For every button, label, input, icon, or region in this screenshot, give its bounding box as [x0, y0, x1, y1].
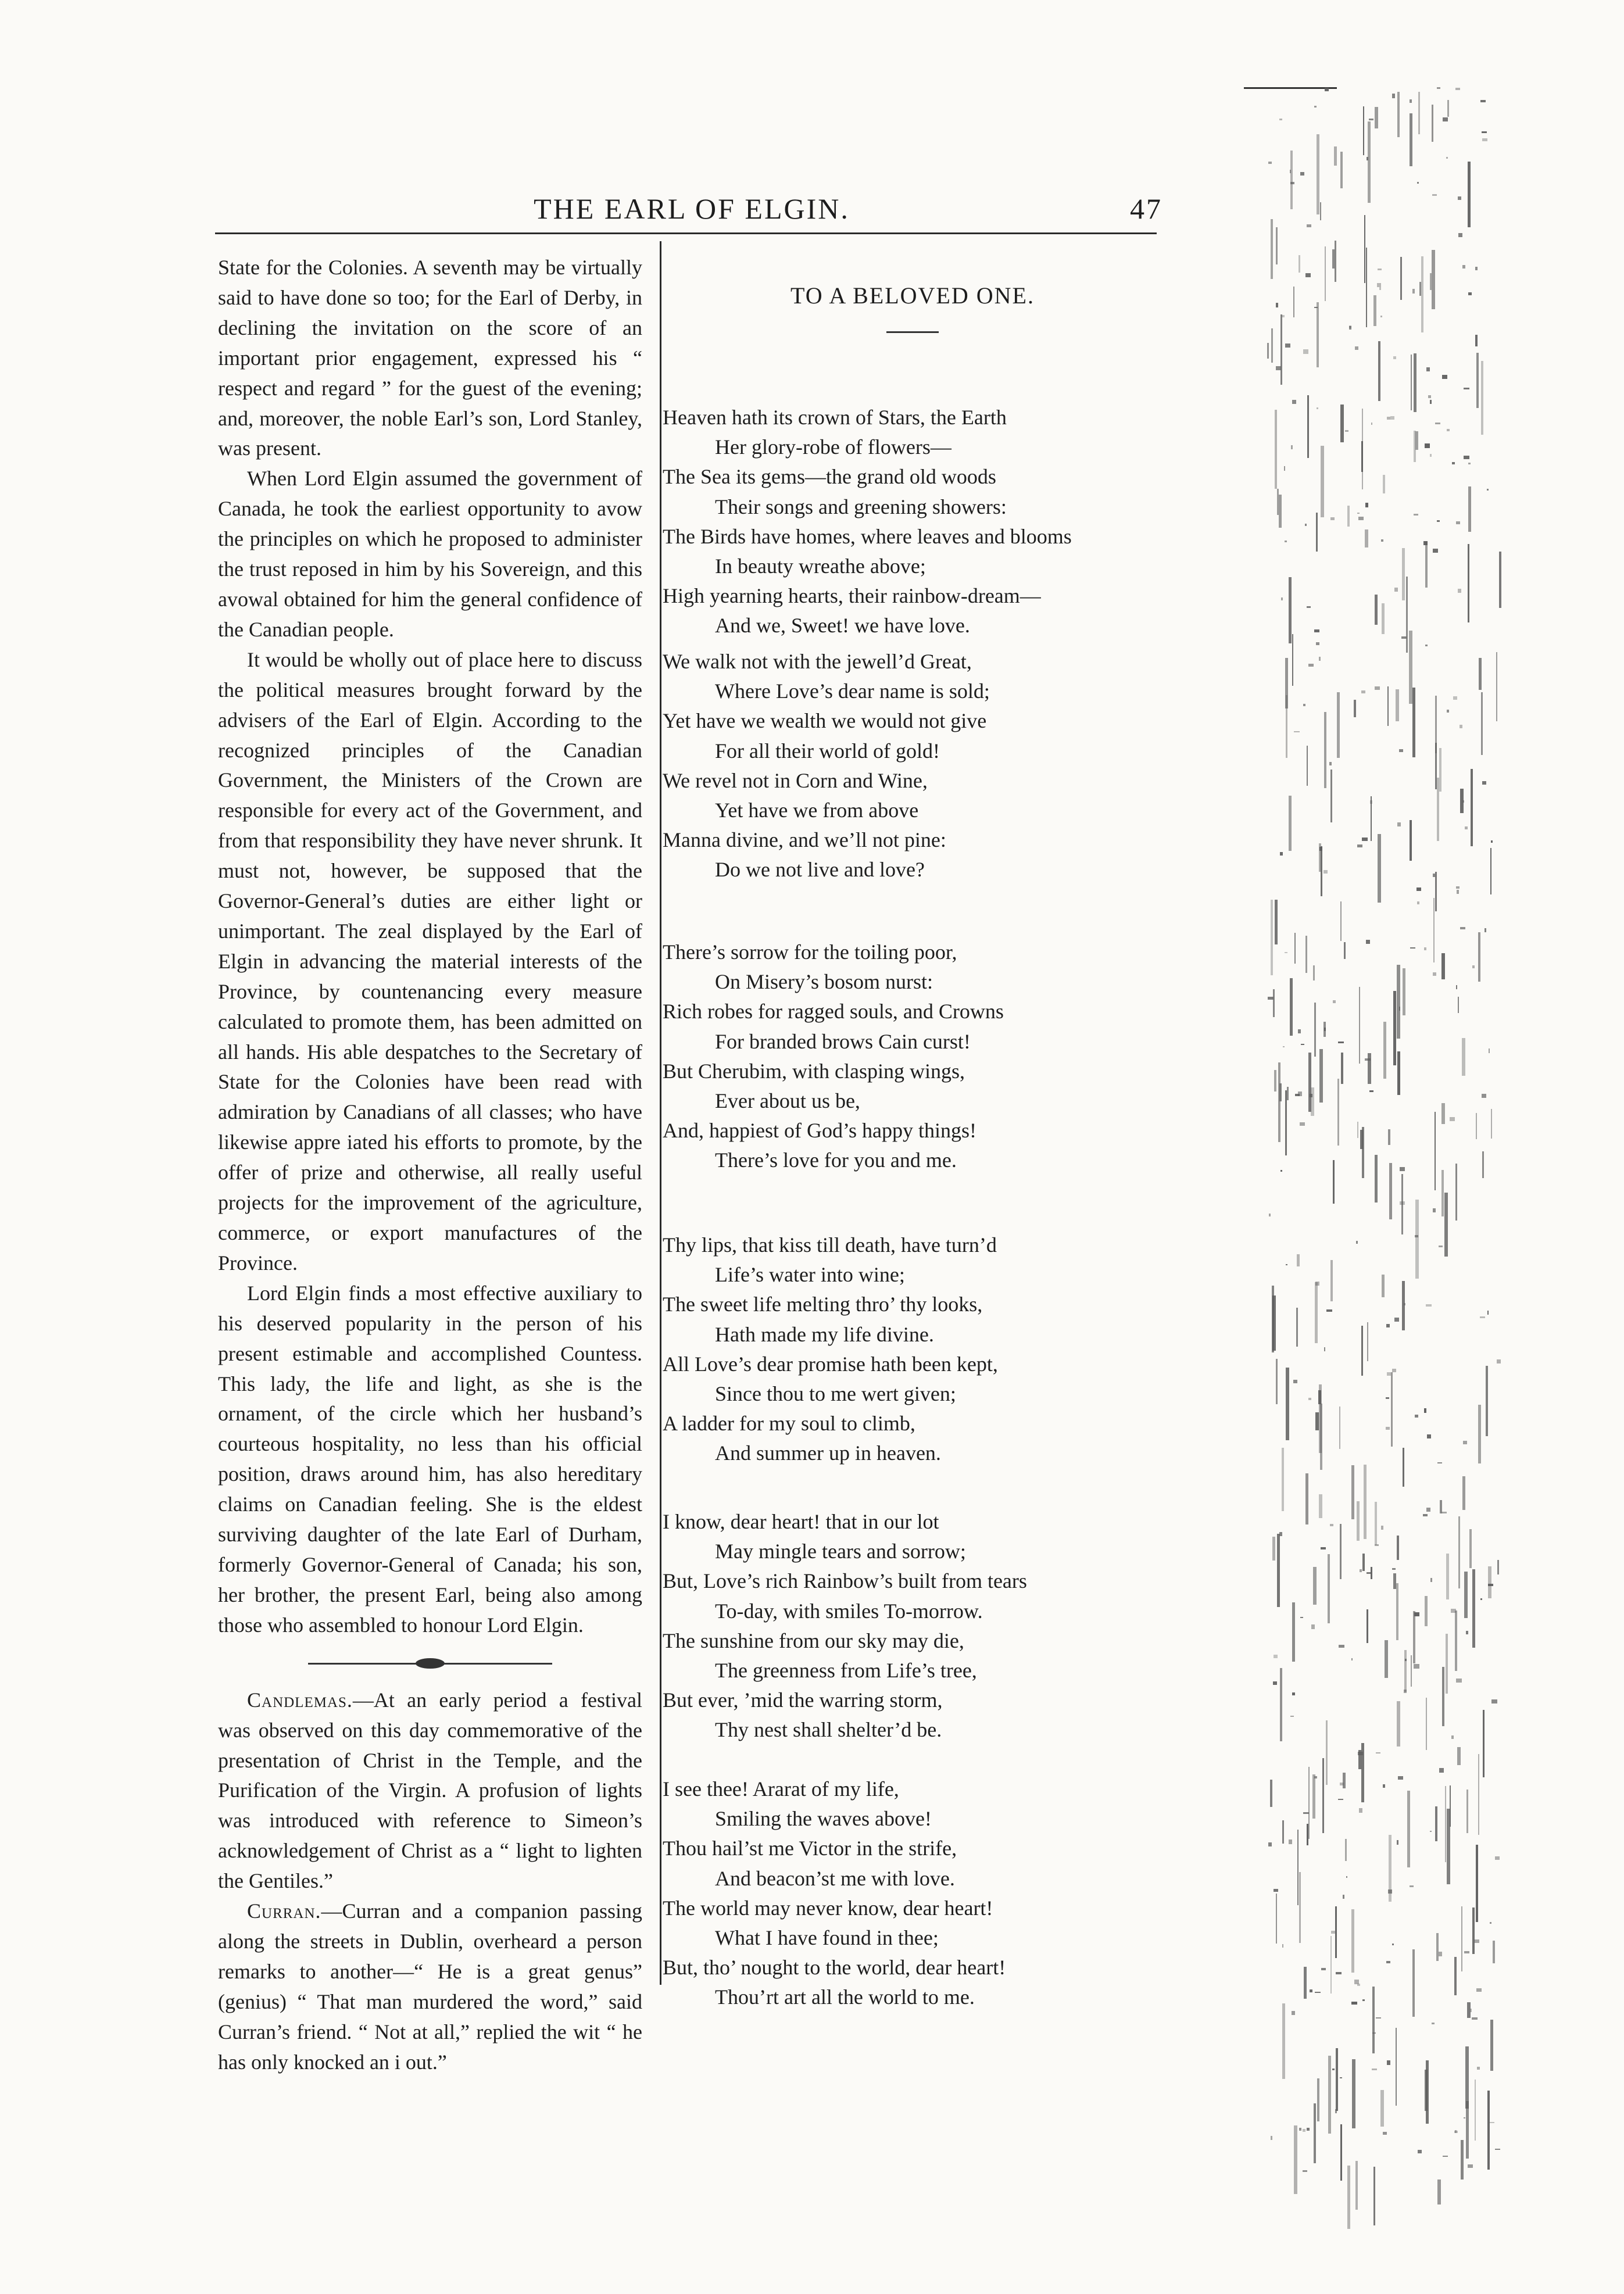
poem-line: We revel not in Corn and Wine, [663, 768, 928, 792]
poem-line: But, tho’ nought to the world, dear heart! [663, 1956, 1006, 1980]
poem-line: Life’s water into wine; [715, 1263, 905, 1287]
right-column [663, 259, 1162, 2009]
poem-title: TO A BELOVED ONE. [790, 282, 1035, 309]
poem-stanza [663, 937, 1004, 1176]
poem-line: Thou hail’st me Victor in the strife, [663, 1837, 957, 1860]
binding-scan-artifact [1267, 87, 1511, 2209]
article-paragraph: State for the Colonies. A seventh may be virtually said to have done so too; for the Earl of Derby, in declining the invitation on the score of an important prior engagement, expressed his “ respect and regard ” for the guest of the evening; and, moreover, the noble Earl’s son, Lord Stanley, was present. [218, 256, 642, 460]
poem-line: In beauty wreathe above; [715, 554, 926, 578]
poem-stanza [663, 1774, 1006, 2013]
poem-line: And beacon’st me with love. [715, 1866, 955, 1890]
poem-line: But Cherubim, with clasping wings, [663, 1059, 965, 1083]
poem-line: For branded brows Cain curst! [715, 1029, 971, 1053]
candlemas-text: —At an early period a festival was observed on this day commemorative of the presentation of Christ in the Temple, and the Purification of the Virgin. A profusion of lights was introduced with reference to Simeon’s acknowledgement of Christ as a “ light to lighten the Gentiles.” [218, 1688, 642, 1893]
poem-line: But, Love’s rich Rainbow’s built from tears [663, 1569, 1027, 1593]
poem-line: And summer up in heaven. [715, 1441, 941, 1465]
poem-line: To-day, with smiles To-morrow. [715, 1599, 983, 1623]
poem-title-rule [886, 331, 939, 333]
poem-line: The sweet life melting thro’ thy looks, [663, 1293, 983, 1316]
poem-line: Do we not live and love? [715, 858, 925, 882]
poem-line: Thy lips, that kiss till death, have turn’d [663, 1233, 997, 1257]
poem-line: Hath made my life divine. [715, 1322, 934, 1346]
poem-line: Yet have we wealth we would not give [663, 709, 987, 733]
poem-line: Their songs and greening showers: [715, 495, 1007, 518]
poem-line: A ladder for my soul to climb, [663, 1412, 915, 1436]
poem-line: Since thou to me wert given; [715, 1382, 956, 1405]
header-rule [215, 232, 1157, 234]
poem-line: The Birds have homes, where leaves and blooms [663, 524, 1072, 548]
poem-line: What I have found in thee; [715, 1926, 939, 1949]
poem-stanza [663, 1230, 998, 1469]
left-column [218, 253, 642, 2077]
article-paragraph: When Lord Elgin assumed the government of Canada, he took the earliest opportunity to avow the principles on which he proposed to administer the trust reposed in him by his Sovereign, and this avowal obtained for him the general confidence of the Canadian people. [218, 467, 642, 641]
curran-text: —Curran and a companion passing along the streets in Dublin, overheard a person remarks to another—“ He is a great genus” (genius) “ That man murdered the word,” said Curran’s friend. “ Not at all,” replied the wit “ he has only knocked an i out.” [218, 1899, 642, 2074]
poem-line: I see thee! Ararat of my life, [663, 1777, 899, 1801]
poem-line: Yet have we from above [715, 798, 919, 822]
poem-line: There’s love for you and me. [715, 1148, 957, 1172]
curran-paragraph [218, 1896, 642, 2077]
poem-line: Thy nest shall shelter’d be. [715, 1718, 942, 1742]
page-number: 47 [1130, 192, 1162, 225]
candlemas-heading: Candlemas. [247, 1688, 353, 1712]
poem-line: There’s sorrow for the toiling poor, [663, 940, 957, 964]
poem-stanza [663, 1507, 1027, 1745]
poem-line: I know, dear heart! that in our lot [663, 1510, 939, 1533]
poem-line: And, happiest of God’s happy things! [663, 1119, 976, 1143]
poem-line: And we, Sweet! we have love. [715, 614, 970, 638]
poem-line: May mingle tears and sorrow; [715, 1540, 966, 1563]
poem-line: But ever, ’mid the warring storm, [663, 1688, 943, 1712]
article-paragraph: It would be wholly out of place here to discuss the political measures brought forward by the advisers of the Earl of Elgin. According to the recognized principles of the Canadian Government, the Ministers of the Crown are responsible for every act of the Government, and from that responsibility they have never shrunk. It must not, however, be supposed that the Governor-General’s duties are either light or unimportant. The zeal displayed by the Earl of Elgin in advancing the material interests of the Province, by countenancing every measure calculated to promote them, has been admitted on all hands. His able despatches to the Secretary of State for the Colonies have been read with admiration by Canadians of all classes; who have likewise appre iated his efforts to promote, by the offer of prize and otherwise, all really useful projects for the improvement of the agriculture, commerce, or export manufactures of the Province. [218, 647, 642, 1275]
poem-line: On Misery’s bosom nurst: [715, 970, 933, 994]
column-rule [660, 241, 661, 1985]
poem-line: The greenness from Life’s tree, [715, 1658, 977, 1682]
running-title: THE EARL OF ELGIN. [534, 192, 850, 225]
poem-line: The Sea its gems—the grand old woods [663, 465, 996, 489]
poem-line: All Love’s dear promise hath been kept, [663, 1352, 998, 1376]
poem-line: Heaven hath its crown of Stars, the Earth [663, 406, 1007, 429]
curran-heading: Curran. [247, 1899, 321, 1923]
poem-line: Where Love’s dear name is sold; [715, 679, 990, 703]
running-head [221, 192, 1162, 232]
poem-line: Her glory-robe of flowers— [715, 435, 951, 459]
candlemas-paragraph [218, 1685, 642, 1896]
ornamental-separator [308, 1663, 552, 1665]
poem-stanza [663, 647, 990, 885]
poem-line: Thou’rt art all the world to me. [715, 1985, 975, 2009]
poem-line: Ever about us be, [715, 1089, 860, 1112]
poem-line: We walk not with the jewell’d Great, [663, 650, 972, 673]
poem-line: Rich robes for ragged souls, and Crowns [663, 1000, 1004, 1023]
poem-line: High yearning hearts, their rainbow-dream— [663, 584, 1041, 608]
poem-line: For all their world of gold! [715, 739, 940, 763]
poem-line: Smiling the waves above! [715, 1807, 932, 1831]
poem-line: The sunshine from our sky may die, [663, 1629, 964, 1652]
poem-line: Manna divine, and we’ll not pine: [663, 828, 946, 852]
article-paragraph: Lord Elgin finds a most effective auxiliary to his deserved popularity in the person of his present estimable and accomplished Countess. This lady, the life and light, as she is the ornament, of the circle which her husband’s courteous hospitality, no less than his official position, draws around him, has also hereditary claims on Canadian feeling. She is the eldest surviving daughter of the late Earl of Durham, formerly Governor-General of Canada; his son, her brother, the present Earl, being also among those who assembled to honour Lord Elgin. [218, 1281, 642, 1637]
poem-line: The world may never know, dear heart! [663, 1896, 993, 1920]
poem-stanza [663, 403, 1072, 641]
